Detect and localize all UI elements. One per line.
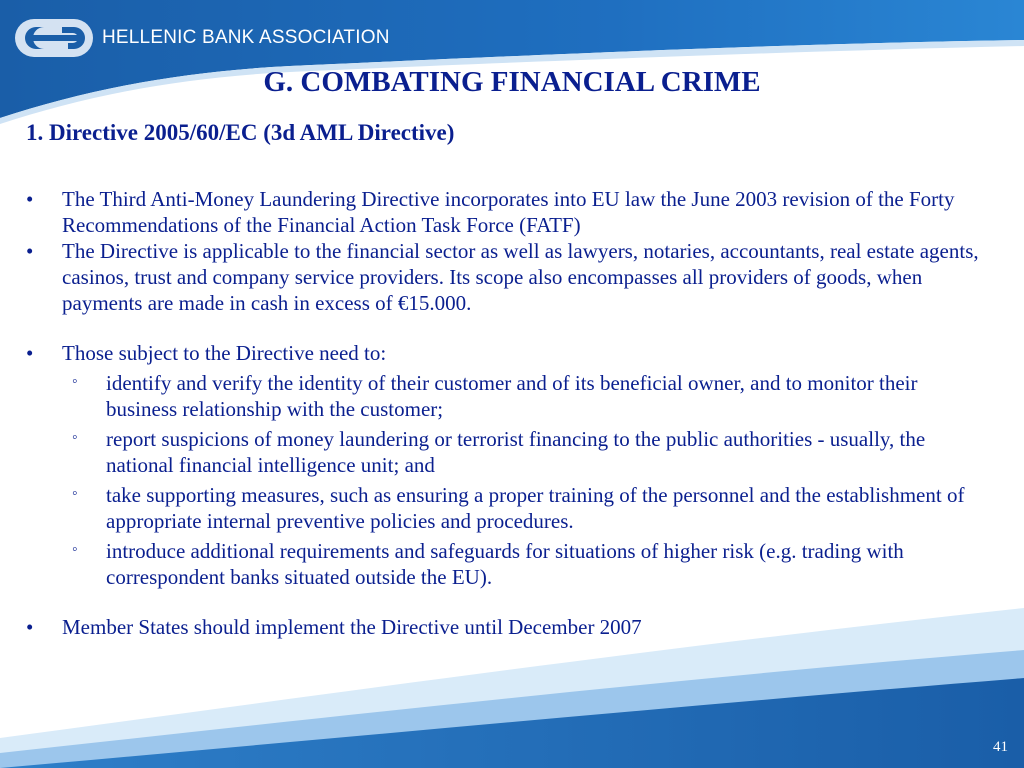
- bullet-text: The Third Anti-Money Laundering Directive incorporates into EU law the June 2003 revision of the Forty Recommendations of the Financial Action Task Force (FATF): [62, 187, 955, 237]
- bullet-marker: •: [26, 239, 34, 263]
- sub-bullet-text: introduce additional requirements and safeguards for situations of higher risk (e.g. trading with correspondent banks situated outside the EU).: [106, 539, 904, 589]
- page-number: 41: [993, 739, 1008, 755]
- sub-bullet-text: take supporting measures, such as ensuring a proper training of the personnel and the establishment of appropriate internal preventive policies and procedures.: [106, 483, 965, 533]
- slide-body: [0, 186, 1000, 640]
- sub-bullet-marker: ◦: [72, 373, 78, 390]
- hba-logo-icon: [14, 17, 94, 59]
- section-heading: 1. Directive 2005/60/EC (3d AML Directive): [26, 120, 455, 145]
- bullet-item: [0, 340, 1000, 366]
- sub-bullet-marker: ◦: [72, 429, 78, 446]
- bullet-text: The Directive is applicable to the financial sector as well as lawyers, notaries, accountants, real estate agents, casinos, trust and company service providers. Its scope also encompasses all providers of goods, when payments are made in cash in excess of €15.000.: [62, 239, 979, 315]
- sub-bullet-text: report suspicions of money laundering or terrorist financing to the public authorities - usually, the national financial intelligence unit; and: [106, 427, 926, 477]
- sub-bullet-item: [0, 482, 1000, 534]
- org-name: HELLENIC BANK ASSOCIATION: [102, 27, 390, 48]
- sub-bullet-text: identify and verify the identity of their customer and of its beneficial owner, and to monitor their business relationship with the customer;: [106, 371, 918, 421]
- sub-bullet-marker: ◦: [72, 485, 78, 502]
- sub-bullet-item: [0, 370, 1000, 422]
- bullet-marker: •: [26, 187, 34, 211]
- sub-bullet-marker: ◦: [72, 541, 78, 558]
- bullet-item: [0, 614, 1000, 640]
- sub-bullet-item: [0, 538, 1000, 590]
- bullet-item: [0, 186, 1000, 238]
- sub-bullet-item: [0, 426, 1000, 478]
- bullet-text: Member States should implement the Directive until December 2007: [62, 615, 642, 639]
- bullet-text: Those subject to the Directive need to:: [62, 341, 387, 365]
- logo: [14, 16, 390, 60]
- slide-title: G. COMBATING FINANCIAL CRIME: [263, 66, 761, 98]
- bullet-marker: •: [26, 615, 34, 639]
- bullet-marker: •: [26, 341, 34, 365]
- bullet-item: [0, 238, 1000, 316]
